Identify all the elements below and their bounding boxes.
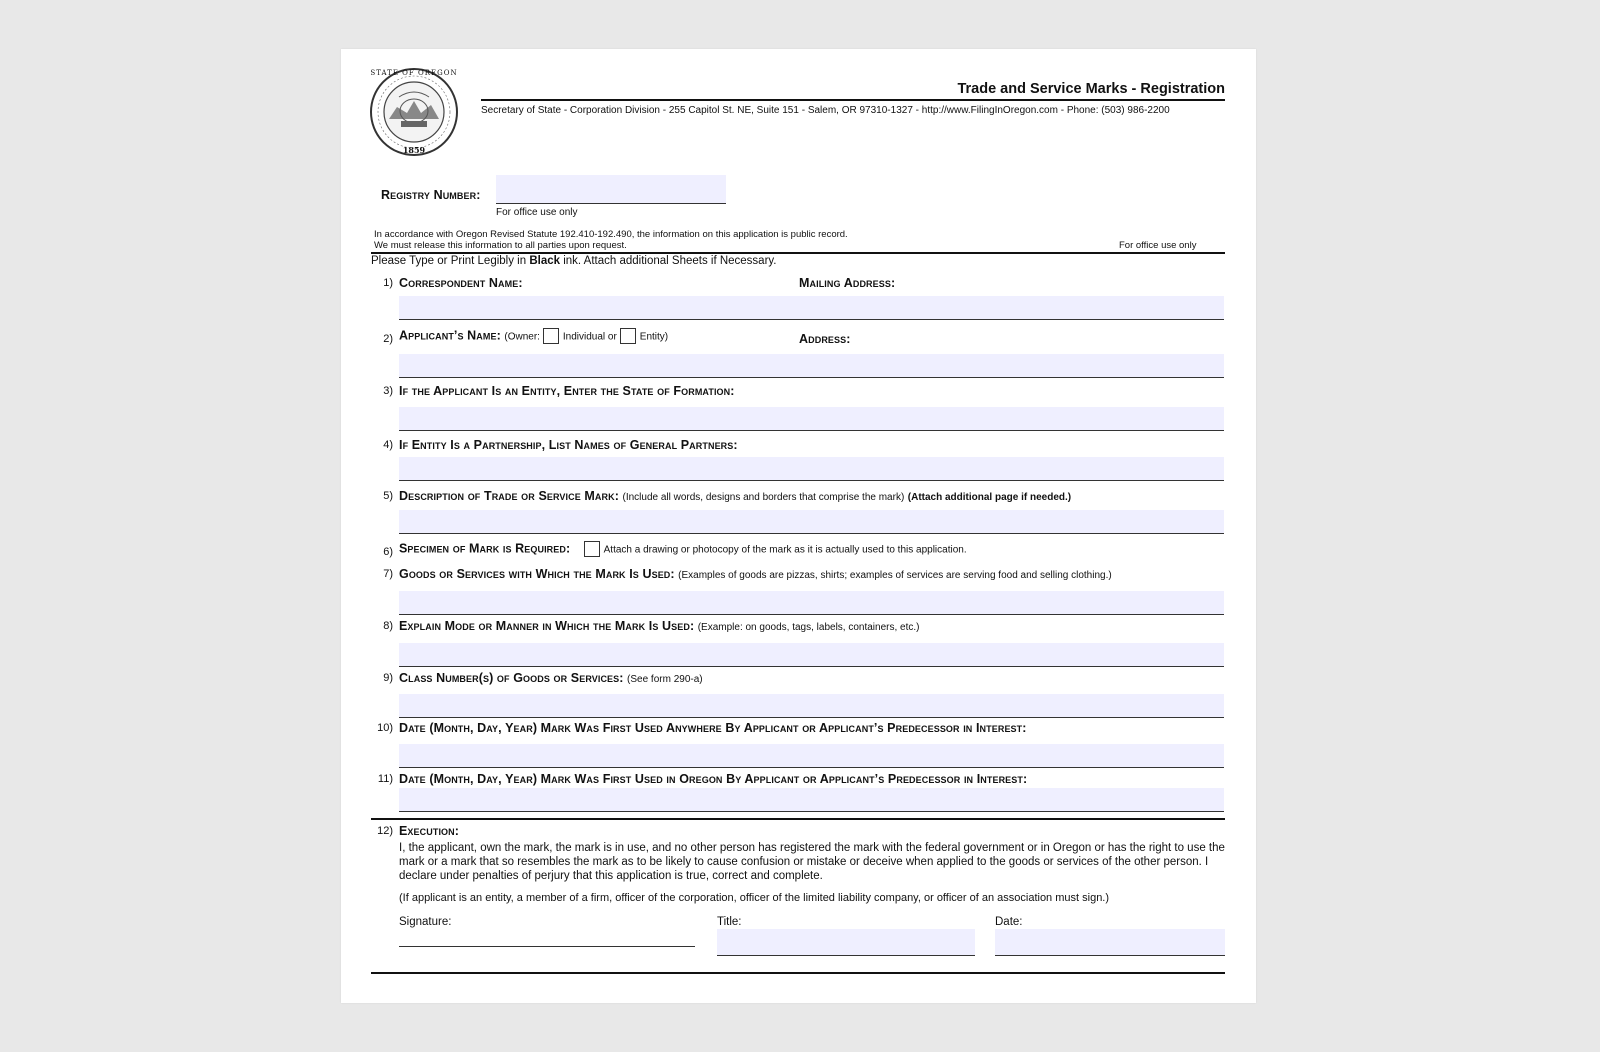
description-row (399, 489, 1071, 503)
mode-manner-field[interactable] (399, 643, 1224, 667)
applicant-field[interactable] (399, 354, 1224, 378)
item-number: 12) (377, 825, 393, 837)
class-number-row (399, 671, 703, 685)
entity-checkbox[interactable] (620, 328, 636, 344)
item-number: 3) (383, 385, 393, 397)
first-used-anywhere-label: Date (Month, Day, Year) Mark Was First Used Anywhere By Applicant or Applicant’s Predecessor in Interest: (399, 721, 1027, 735)
signature-line[interactable] (399, 933, 695, 947)
registry-number-label: Registry Number: (381, 188, 481, 202)
seal-text: STATE OF OREGON (370, 69, 458, 77)
description-label: Description of Trade or Service Mark: (399, 489, 619, 503)
item-number: 1) (383, 277, 393, 289)
seal-year: 1859 (402, 145, 426, 155)
item-number: 6) (383, 546, 393, 558)
item-number: 10) (377, 722, 393, 734)
item-number: 2) (383, 333, 393, 345)
form-title: Trade and Service Marks - Registration (957, 81, 1225, 97)
entity-text: Entity) (639, 331, 669, 343)
mode-manner-note: (Example: on goods, tags, labels, containers, etc.) (697, 622, 920, 633)
mode-manner-label: Explain Mode or Manner in Which the Mark Is Used: (399, 619, 695, 633)
title-rule (481, 99, 1225, 101)
goods-services-note: (Examples of goods are pizzas, shirts; examples of services are serving food and selling clothing.) (678, 570, 1112, 581)
description-note: (Include all words, designs and borders that comprise the mark) (622, 492, 905, 503)
instruction-bold: Black (529, 255, 561, 267)
notice-line-1: In accordance with Oregon Revised Statute 192.410-192.490, the information on this application is public record. (374, 229, 848, 240)
item-number: 8) (383, 620, 393, 632)
specimen-note: Attach a drawing or photocopy of the mark as it is actually used to this application. (603, 544, 967, 556)
public-record-notice (374, 229, 848, 251)
mode-manner-row (399, 619, 920, 633)
first-used-oregon-field[interactable] (399, 788, 1224, 812)
correspondent-name-label: Correspondent Name: (399, 276, 523, 290)
instruction-post: ink. Attach additional Sheets if Necessary. (560, 255, 777, 267)
first-used-oregon-label: Date (Month, Day, Year) Mark Was First Used in Oregon By Applicant or Applicant’s Predecessor in Interest: (399, 772, 1028, 786)
individual-text: Individual or (562, 331, 617, 343)
specimen-checkbox[interactable] (584, 541, 600, 557)
general-partners-label: If Entity Is a Partnership, List Names of General Partners: (399, 438, 738, 452)
execution-rule (371, 818, 1225, 820)
description-note-bold: (Attach additional page if needed.) (907, 492, 1072, 503)
item-number: 9) (383, 672, 393, 684)
mailing-address-label: Mailing Address: (799, 276, 896, 290)
agency-address: Secretary of State - Corporation Division - 255 Capitol St. NE, Suite 151 - Salem, OR 97310-1327 - http://www.FilingInOregon.com - Phone: (503) 986-2200 (481, 105, 1170, 116)
goods-services-label: Goods or Services with Which the Mark Is Used: (399, 567, 675, 581)
item-number: 11) (377, 773, 393, 785)
date-label: Date: (995, 916, 1023, 928)
class-number-label: Class Number(s) of Goods or Services: (399, 671, 624, 685)
execution-statement: I, the applicant, own the mark, the mark is in use, and no other person has registered the mark with the federal government or in Oregon or has the right to use the mark or a mark that so resembles the mark as to be likely to cause confusion or mistake or deceive when applied to the goods or services of the other person. I declare under penalties of perjury that this application is true, correct and complete. (399, 842, 1225, 882)
correspondent-field[interactable] (399, 296, 1224, 320)
signature-label: Signature: (399, 916, 452, 928)
execution-signer-note: (If applicant is an entity, a member of a firm, officer of the corporation, officer of the limited liability company, or officer of an association must sign.) (399, 892, 1110, 904)
item-number: 5) (383, 490, 393, 502)
registry-number-field[interactable] (496, 175, 726, 204)
office-use-note: For office use only (1119, 240, 1197, 251)
first-used-anywhere-field[interactable] (399, 744, 1224, 768)
owner-text: (Owner: (504, 331, 540, 343)
notice-rule (371, 252, 1225, 254)
registry-office-note: For office use only (496, 207, 578, 218)
general-partners-field[interactable] (399, 457, 1224, 481)
applicant-name-row (399, 328, 668, 344)
item-number: 7) (383, 568, 393, 580)
specimen-label: Specimen of Mark is Required: (399, 541, 571, 556)
individual-checkbox[interactable] (543, 328, 559, 344)
form-page (341, 49, 1256, 1003)
goods-services-row (399, 567, 1112, 581)
instruction-pre: Please Type or Print Legibly in (371, 255, 530, 267)
execution-label: Execution: (399, 824, 460, 838)
item-number: 4) (383, 439, 393, 451)
description-field[interactable] (399, 510, 1224, 534)
goods-services-field[interactable] (399, 591, 1224, 615)
class-number-field[interactable] (399, 694, 1224, 718)
address-label: Address: (799, 332, 851, 346)
title-label: Title: (717, 916, 742, 928)
state-of-formation-field[interactable] (399, 407, 1224, 431)
bottom-rule (371, 972, 1225, 974)
oregon-seal (369, 67, 459, 157)
specimen-row (399, 541, 967, 557)
print-instruction (371, 255, 777, 267)
notice-line-2: We must release this information to all parties upon request. (374, 240, 627, 251)
date-field[interactable] (995, 929, 1225, 956)
applicant-name-label: Applicant’s Name: (399, 328, 501, 343)
title-field[interactable] (717, 929, 975, 956)
class-number-note: (See form 290-a) (627, 674, 703, 685)
state-of-formation-label: If the Applicant Is an Entity, Enter the State of Formation: (399, 384, 735, 398)
